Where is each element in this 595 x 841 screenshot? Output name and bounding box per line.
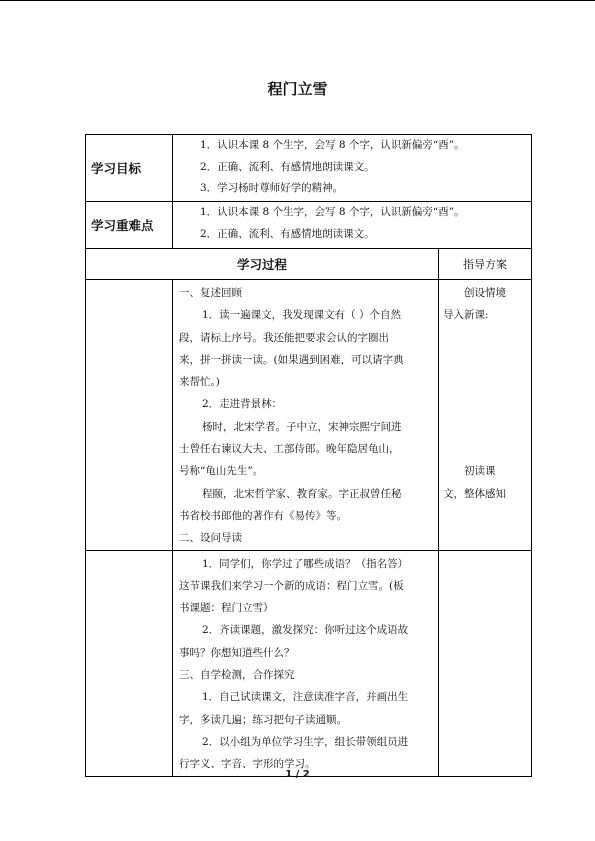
key-points-label: 学习重难点	[86, 202, 173, 249]
section1-guide	[439, 280, 532, 551]
section2-blank	[86, 550, 173, 776]
section-heading: 三、自学检测，合作探究	[179, 669, 295, 682]
objective-item: 1．认识本课 8 个生字，会写 8 个字，认识新偏旁“酉”。	[200, 139, 465, 151]
objective-item: 2．正确、流利、有感情地朗读课文。	[200, 160, 375, 173]
text-line: 程颐，北宋哲学家、教育家。字正叔曾任秘	[202, 487, 402, 500]
text-line: 行字义、字音、字形的学习。	[179, 758, 316, 771]
text-line: 事吗？你想知道些什么？	[179, 646, 295, 659]
guide-spacer	[443, 327, 531, 349]
section1-blank	[86, 280, 173, 551]
section1-row	[86, 280, 532, 551]
guide-label: 指导方案	[439, 249, 532, 280]
process-label: 学习过程	[86, 249, 439, 280]
text-line: 2．齐读课题，激发探究：你听过这个成语故	[202, 624, 409, 637]
lesson-plan-table	[85, 134, 532, 777]
section2-content	[173, 550, 439, 776]
text-line: 书课题：程门立雪）	[179, 602, 274, 615]
guide-spacer	[443, 393, 531, 415]
text-line: 2．走进背景林：	[202, 398, 283, 411]
section-heading: 一、复述回顾	[179, 287, 242, 299]
key-points-row	[86, 202, 532, 249]
text-line: 杨时，北宋学者。子中立，宋神宗熙宁间进	[202, 420, 402, 433]
key-points-content	[173, 202, 532, 249]
guide-line: 导入新课:	[443, 309, 489, 322]
section2-row	[86, 550, 532, 776]
text-line: 1．自己试读课文，注意读准字音，并画出生	[202, 691, 409, 704]
guide-spacer	[443, 371, 531, 393]
text-line: 1．读一遍课文，我发现课文有（ ）个自然	[202, 309, 402, 322]
objectives-row	[86, 135, 532, 202]
text-line: 士曾任右谏议大夫、工部侍郎。晚年隐居龟山，	[179, 443, 400, 456]
page-number: 1 / 2	[285, 769, 310, 780]
guide-line: 创设情境	[464, 287, 506, 299]
guide-spacer	[443, 416, 531, 438]
process-header-row	[86, 249, 532, 280]
guide-line: 文，整体感知	[443, 487, 506, 500]
objectives-content	[173, 135, 532, 202]
text-line: 段，请标上序号。我还能把要求会认的字圈出	[179, 331, 389, 344]
page-title: 程门立雪	[267, 80, 328, 98]
objective-item: 3．学习杨时尊师好学的精神。	[200, 182, 344, 194]
guide-spacer	[443, 349, 531, 371]
section2-guide	[439, 550, 532, 776]
top-rule	[0, 0, 595, 1]
text-line: 字，多读几遍；练习把句子读通顺。	[179, 713, 347, 726]
guide-spacer	[443, 438, 531, 460]
text-line: 这节课我们来学习一个新的成语：程门立雪。(板	[179, 579, 404, 592]
key-point-item: 1．认识本课 8 个生字，会写 8 个字，认识新偏旁“酉”。	[200, 206, 465, 218]
guide-line: 初读课	[464, 465, 496, 478]
text-line: 2．以小组为单位学习生字，组长带领组员进	[202, 735, 409, 748]
text-line: 来，拼一拼读一读。(如果遇到困难，可以请字典	[179, 353, 404, 366]
objectives-label: 学习目标	[86, 135, 173, 202]
text-line: 号称“龟山先生”。	[179, 465, 264, 478]
section1-content	[173, 280, 439, 551]
text-line: 来帮忙。)	[179, 376, 220, 389]
text-line: 1．同学们，你学过了哪些成语？（指名答）	[202, 557, 409, 570]
text-line: 书省校书郎他的著作有《易传》等。	[179, 509, 347, 522]
key-point-item: 2．正确、流利、有感情地朗读课文。	[200, 227, 375, 240]
section-heading: 二、设问导读	[179, 532, 242, 545]
